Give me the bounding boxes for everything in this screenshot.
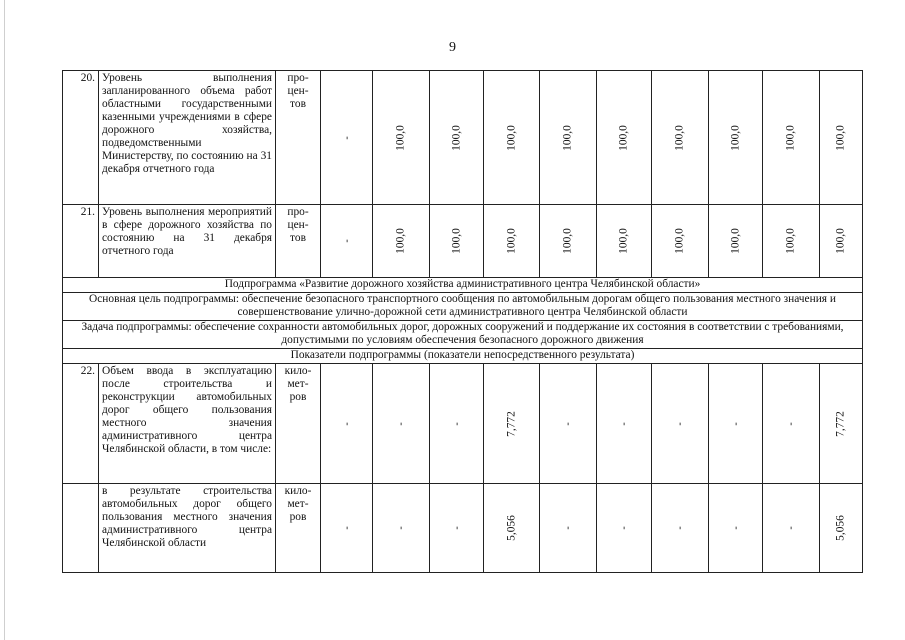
value-cell: - — [373, 484, 430, 573]
value-cell: 100,0 — [373, 205, 430, 278]
value-cell: 100,0 — [540, 71, 597, 205]
subprogram-title-row — [63, 278, 863, 293]
value-cell: 7,772 — [820, 364, 863, 484]
value-cell: 100,0 — [484, 71, 540, 205]
value-cell: 100,0 — [763, 205, 820, 278]
value-cell: 100,0 — [430, 205, 484, 278]
page-margin-line — [4, 0, 5, 640]
value-cell: - — [321, 484, 373, 573]
value-cell: 100,0 — [652, 205, 709, 278]
table-row — [63, 364, 863, 484]
value-cell: 100,0 — [709, 205, 763, 278]
value-cell: 100,0 — [820, 71, 863, 205]
indicators-header-row — [63, 349, 863, 364]
row-number: 22. — [63, 364, 99, 484]
value-cell: 5,056 — [484, 484, 540, 573]
subprogram-task-row — [63, 321, 863, 349]
page-number: 9 — [449, 40, 456, 55]
value-cell: - — [763, 484, 820, 573]
value-cell: - — [709, 364, 763, 484]
value-cell: - — [652, 364, 709, 484]
value-cell: - — [321, 71, 373, 205]
value-cell: - — [763, 364, 820, 484]
value-cell: - — [540, 364, 597, 484]
row-number: 21. — [63, 205, 99, 278]
subprogram-goal: Основная цель подпрограммы: обеспечение безопасного транспортного сообщения по автомобильным дорогам общего пользования местного значения и совершенствование улично-дорожной сети административного центра Челябинской области — [63, 293, 863, 321]
value-cell: 100,0 — [484, 205, 540, 278]
value-cell: 5,056 — [820, 484, 863, 573]
indicator-name: в результате строительства автомобильных дорог общего пользования местного значения административного центра Челябинской области — [99, 484, 276, 573]
unit-cell: про- цен- тов — [276, 71, 321, 205]
value-cell: 100,0 — [709, 71, 763, 205]
value-cell: - — [709, 484, 763, 573]
value-cell: - — [597, 484, 652, 573]
row-number: 20. — [63, 71, 99, 205]
value-cell: 100,0 — [540, 205, 597, 278]
value-cell: - — [597, 364, 652, 484]
unit-cell: кило- мет- ров — [276, 484, 321, 573]
subprogram-title: Подпрограмма «Развитие дорожного хозяйства административного центра Челябинской области» — [63, 278, 863, 293]
value-cell: - — [321, 364, 373, 484]
table-row — [63, 484, 863, 573]
value-cell: - — [321, 205, 373, 278]
indicators-table — [62, 70, 863, 573]
unit-cell: про- цен- тов — [276, 205, 321, 278]
value-cell: - — [540, 484, 597, 573]
indicators-header: Показатели подпрограммы (показатели непосредственного результата) — [63, 349, 863, 364]
value-cell: 100,0 — [763, 71, 820, 205]
indicator-name: Уровень выполнения мероприятий в сфере дорожного хозяйства по состоянию на 31 декабря отчетного года — [99, 205, 276, 278]
value-cell: 7,772 — [484, 364, 540, 484]
table-row — [63, 205, 863, 278]
value-cell: 100,0 — [820, 205, 863, 278]
subprogram-goal-row — [63, 293, 863, 321]
subprogram-task: Задача подпрограммы: обеспечение сохранности автомобильных дорог, дорожных сооружений и поддержание их состояния в соответствии с требованиями, допустимыми по условиям обеспечения безопасного дорожного движения — [63, 321, 863, 349]
value-cell: 100,0 — [597, 71, 652, 205]
value-cell: 100,0 — [652, 71, 709, 205]
value-cell: - — [430, 364, 484, 484]
unit-cell: кило- мет- ров — [276, 364, 321, 484]
value-cell: - — [373, 364, 430, 484]
indicator-name: Объем ввода в эксплуатацию после строительства и реконструкции автомобильных дорог общего пользования местного значения административного центра Челябинской области, в том числе: — [99, 364, 276, 484]
value-cell: 100,0 — [597, 205, 652, 278]
value-cell: - — [652, 484, 709, 573]
row-number — [63, 484, 99, 573]
value-cell: 100,0 — [430, 71, 484, 205]
indicator-name: Уровень выполнения запланированного объема работ областными государственными казенными учреждениями в сфере дорожного хозяйства, подведомственными Министерству, по состоянию на 31 декабря отчетного года — [99, 71, 276, 205]
value-cell: - — [430, 484, 484, 573]
table-row — [63, 71, 863, 205]
value-cell: 100,0 — [373, 71, 430, 205]
